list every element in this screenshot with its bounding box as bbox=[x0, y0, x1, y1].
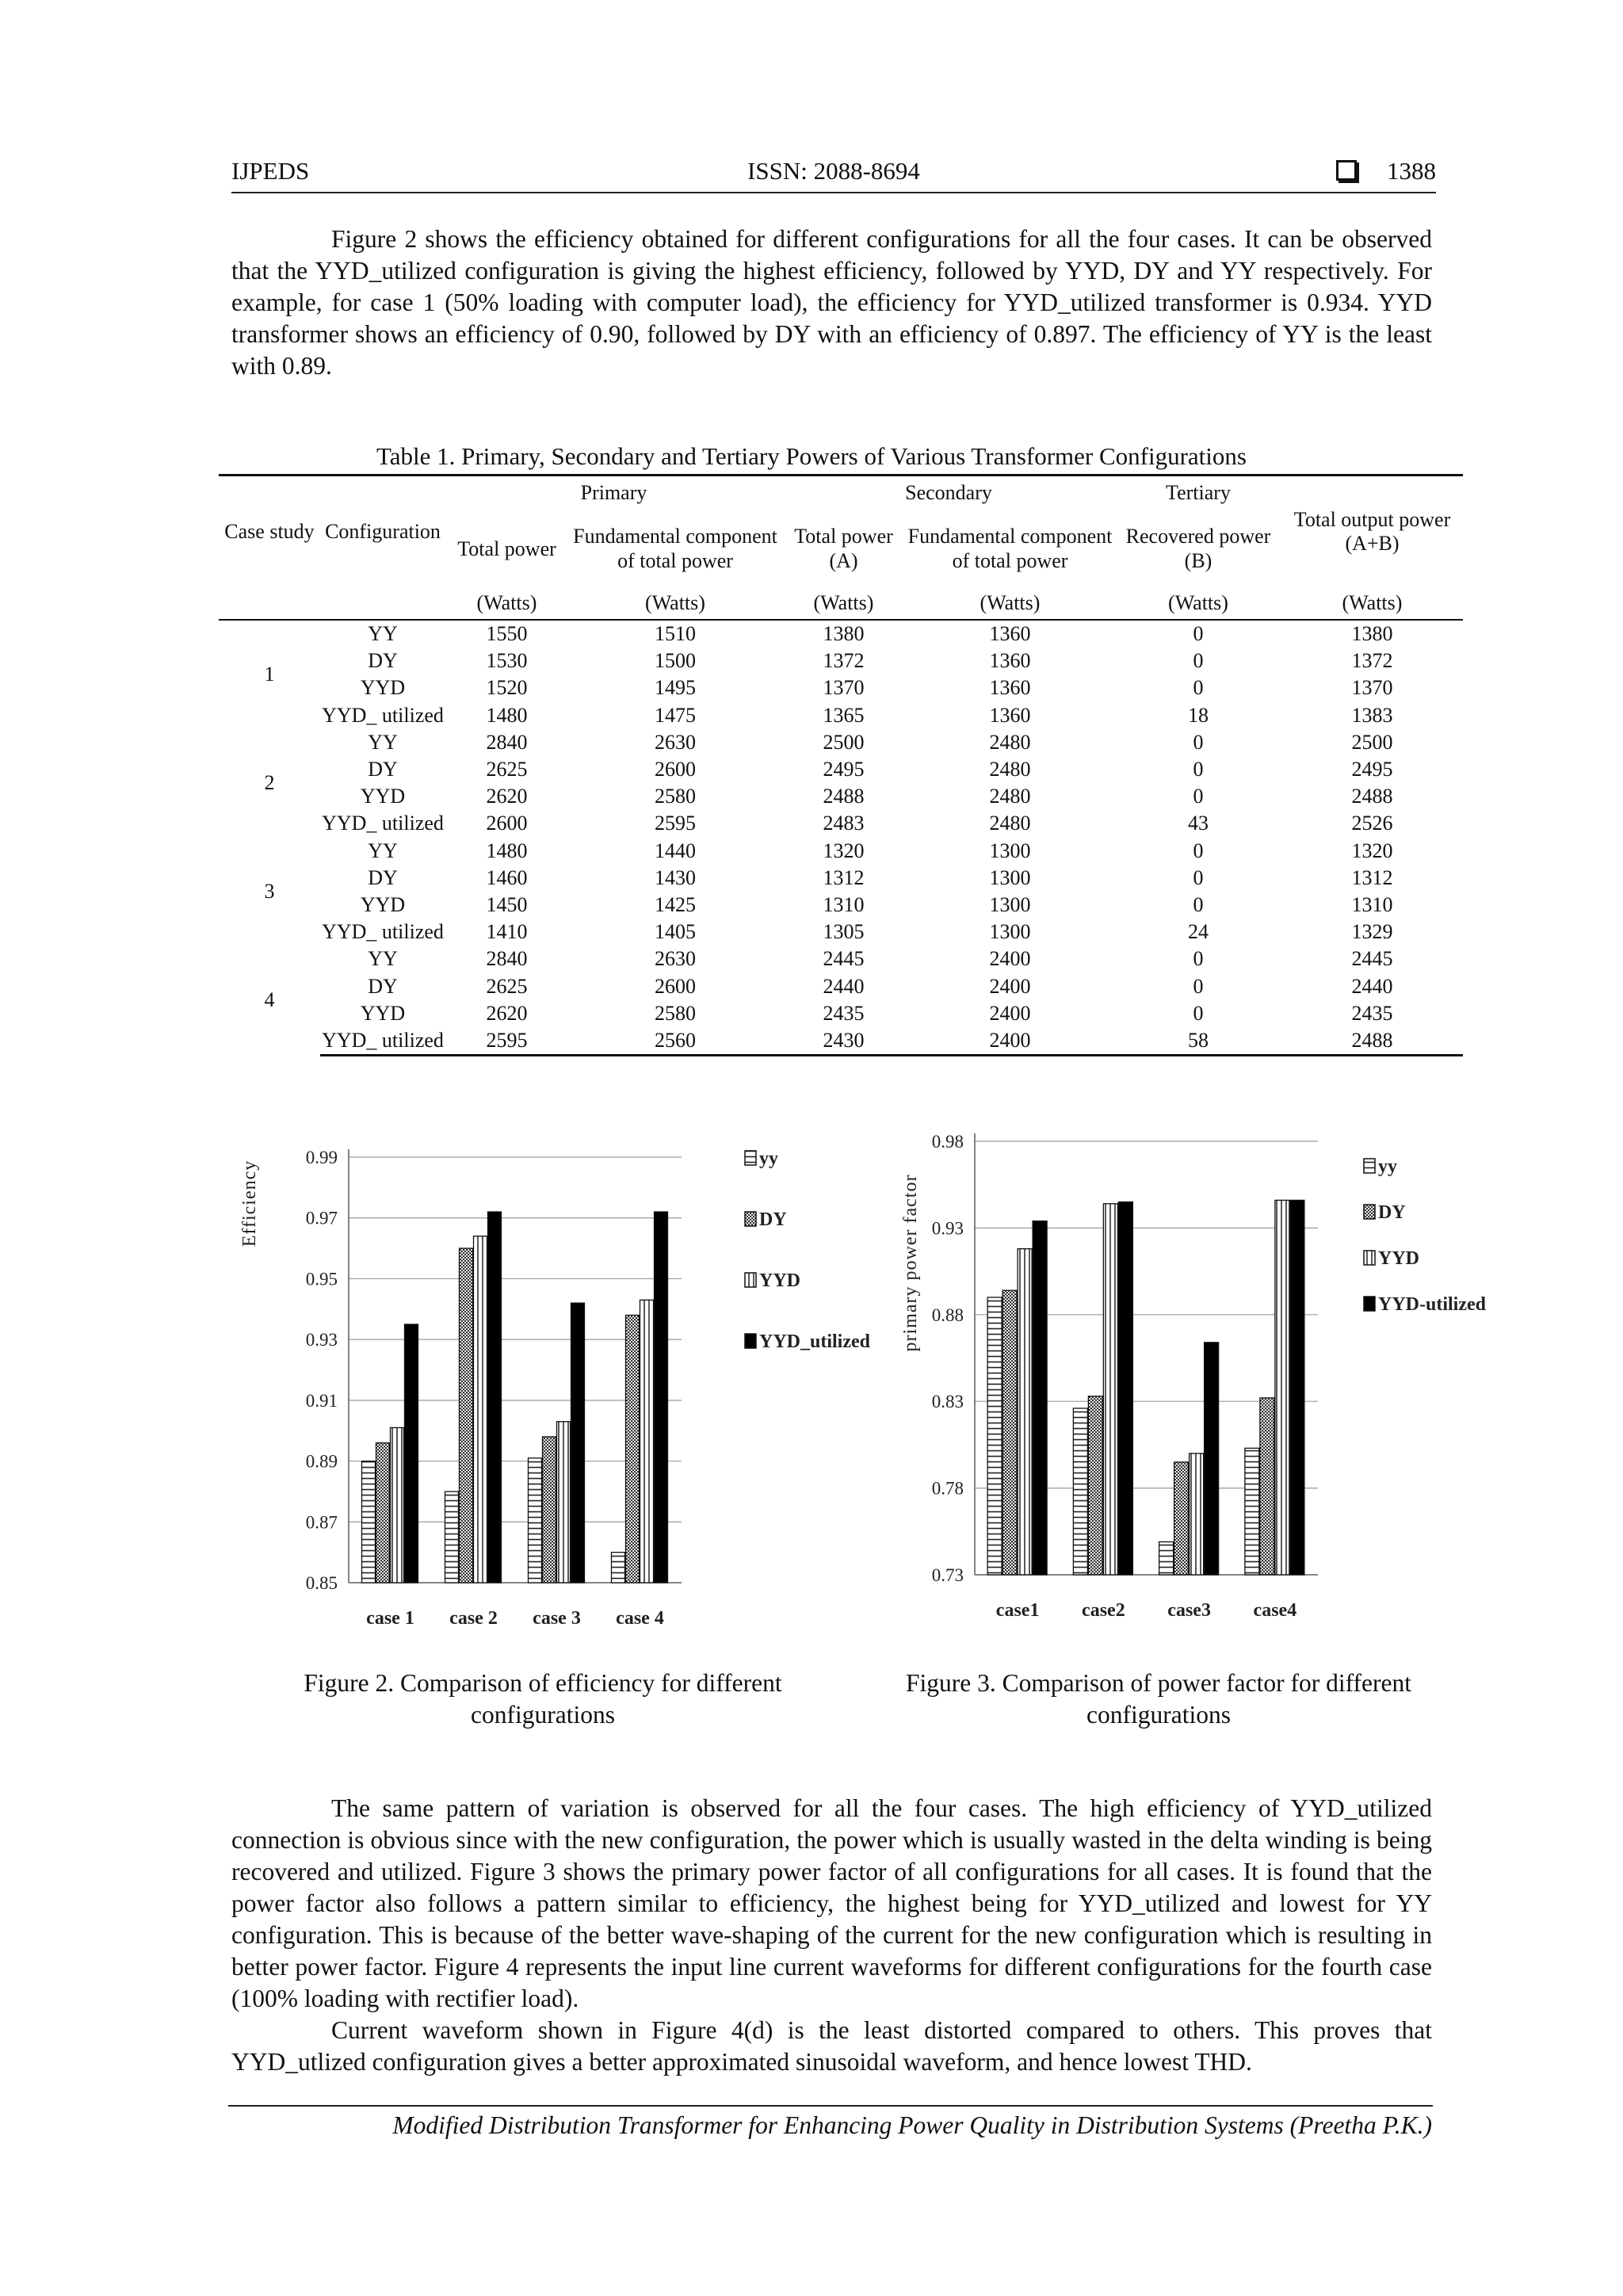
value-cell: 2625 bbox=[486, 974, 528, 998]
value-cell: 0 bbox=[1193, 758, 1204, 781]
bar-yy-case3 bbox=[1159, 1541, 1174, 1575]
configuration-cell: YYD bbox=[360, 1001, 406, 1025]
legend-swatch bbox=[745, 1212, 756, 1226]
value-cell: 43 bbox=[1188, 812, 1209, 835]
table-row bbox=[219, 838, 1463, 865]
bar-yyd-case4 bbox=[1275, 1200, 1289, 1575]
y-tick-label: 0.93 bbox=[305, 1330, 338, 1350]
value-cell: 2483 bbox=[823, 812, 865, 835]
bar-yyd-case3 bbox=[557, 1422, 571, 1583]
value-cell: 1480 bbox=[486, 703, 528, 727]
configuration-cell: YY bbox=[368, 730, 398, 754]
value-cell: 2595 bbox=[445, 1027, 568, 1056]
value-cell: 1480 bbox=[486, 839, 528, 862]
value-cell: 1360 bbox=[989, 676, 1031, 700]
table-row bbox=[219, 919, 1463, 946]
value-cell: 2630 bbox=[655, 730, 696, 754]
value-cell: 1380 bbox=[823, 622, 865, 646]
bar-yyd-case4 bbox=[640, 1300, 654, 1583]
configuration-cell: YY bbox=[368, 947, 398, 971]
value-cell: 1430 bbox=[655, 865, 696, 889]
value-cell: 0 bbox=[1193, 785, 1204, 808]
discussion-paragraph: The same pattern of variation is observed for all the four cases. The high efficiency of YYD_utilized connection is obvious since with the new configuration, the power which is usually wasted in the delta winding is being recovered and utilized. Figure 3 shows the primary power factor of all configurations for all cases. It is found that the power factor also follows a pattern similar to efficiency, the highest being for YYD_utilized and lowest for YY configuration. This is because of the better wave-shaping of the current for the new configuration which is resulting in better power factor. Figure 4 represents the input line current waveforms for different configurations for the fourth case (100% loading with rectifier load). bbox=[231, 1794, 1432, 2012]
bar-yy-case2 bbox=[445, 1492, 459, 1583]
value-cell: 1510 bbox=[655, 622, 696, 646]
unit-cell: (Watts) bbox=[782, 587, 905, 620]
legend-swatch bbox=[745, 1334, 756, 1348]
value-cell: 2488 bbox=[823, 785, 865, 808]
configuration-cell: YYD_ utilized bbox=[322, 812, 444, 835]
legend-swatch bbox=[1364, 1159, 1375, 1173]
value-cell: 2400 bbox=[905, 1027, 1115, 1056]
value-cell: 1405 bbox=[655, 920, 696, 944]
value-cell: 1372 bbox=[823, 649, 865, 673]
value-cell: 2400 bbox=[989, 974, 1031, 998]
value-cell: 1495 bbox=[655, 676, 696, 700]
case-number-cell: 1 bbox=[264, 663, 275, 686]
bar-yyd-utilized-case4 bbox=[1290, 1200, 1304, 1575]
bar-dy-case4 bbox=[626, 1315, 640, 1583]
configuration-cell: YY bbox=[368, 622, 398, 646]
y-tick-label: 0.95 bbox=[305, 1269, 338, 1289]
value-cell: 0 bbox=[1193, 974, 1204, 998]
value-cell: 2488 bbox=[1351, 785, 1393, 808]
bar-yyd-utilized-case2 bbox=[1118, 1202, 1132, 1575]
value-cell: 1372 bbox=[1351, 649, 1393, 673]
value-cell: 2435 bbox=[1351, 1001, 1393, 1025]
configuration-cell: DY bbox=[368, 758, 398, 781]
table-unit-row bbox=[219, 587, 1463, 620]
bar-yy-case1 bbox=[362, 1461, 376, 1583]
x-tick-label: case2 bbox=[1082, 1600, 1125, 1621]
header-primary: Primary bbox=[445, 476, 782, 510]
value-cell: 2600 bbox=[655, 974, 696, 998]
bar-yyd-case2 bbox=[474, 1236, 487, 1583]
configuration-cell: YYD bbox=[360, 892, 406, 916]
value-cell: 1550 bbox=[486, 622, 528, 646]
y-tick-label: 0.93 bbox=[931, 1218, 964, 1239]
value-cell: 1450 bbox=[486, 892, 528, 916]
y-tick-label: 0.85 bbox=[305, 1573, 338, 1593]
header-case-study: Case study bbox=[219, 476, 320, 588]
value-cell: 2445 bbox=[1351, 947, 1393, 971]
bar-yyd-case2 bbox=[1103, 1204, 1117, 1575]
bar-yyd-utilized-case2 bbox=[488, 1212, 502, 1583]
bar-yyd-utilized-case1 bbox=[1033, 1221, 1047, 1575]
y-axis-label: Efficiency bbox=[239, 1159, 260, 1247]
value-cell: 1360 bbox=[989, 622, 1031, 646]
figure-3-caption: Figure 3. Comparison of power factor for different configurations bbox=[906, 1669, 1411, 1729]
bar-dy-case2 bbox=[1088, 1396, 1102, 1575]
configuration-cell: YYD_ utilized bbox=[320, 1027, 445, 1056]
y-tick-label: 0.87 bbox=[305, 1512, 338, 1533]
intro-paragraph: Figure 2 shows the efficiency obtained for different configurations for all the four cases. It can be observed that the YYD_utilized configuration is giving the highest efficiency, followed by YYD, DY and YY respectively. For example, for case 1 (50% loading with computer load), the efficiency for YYD_utilized transformer is 0.934. YYD transformer shows an efficiency of 0.90, followed by DY with an efficiency of 0.897. The efficiency of YY is the least with 0.89. bbox=[231, 225, 1432, 380]
value-cell: 2580 bbox=[655, 785, 696, 808]
bar-dy-case3 bbox=[543, 1437, 556, 1583]
bar-yyd-utilized-case1 bbox=[405, 1324, 418, 1583]
value-cell: 1320 bbox=[823, 839, 865, 862]
x-tick-label: case4 bbox=[1253, 1600, 1297, 1621]
bar-yyd-utilized-case3 bbox=[571, 1303, 585, 1583]
value-cell: 2560 bbox=[568, 1027, 782, 1056]
value-cell: 2595 bbox=[655, 812, 696, 835]
configuration-cell: DY bbox=[368, 649, 398, 673]
y-tick-label: 0.89 bbox=[305, 1451, 338, 1472]
unit-cell: (Watts) bbox=[568, 587, 782, 620]
value-cell: 18 bbox=[1188, 703, 1209, 727]
value-cell: 0 bbox=[1193, 947, 1204, 971]
bar-yyd-utilized-case3 bbox=[1205, 1343, 1219, 1575]
value-cell: 1310 bbox=[823, 892, 865, 916]
y-tick-label: 0.99 bbox=[305, 1148, 338, 1167]
value-cell: 2495 bbox=[823, 758, 865, 781]
value-cell: 2840 bbox=[486, 730, 528, 754]
bar-yy-case3 bbox=[529, 1458, 542, 1583]
value-cell: 1530 bbox=[486, 649, 528, 673]
value-cell: 0 bbox=[1193, 622, 1204, 646]
configuration-cell: YYD bbox=[360, 676, 406, 700]
table-row bbox=[219, 1027, 1463, 1056]
value-cell: 2620 bbox=[486, 1001, 528, 1025]
y-axis-label: primary power factor bbox=[900, 1174, 921, 1352]
value-cell: 1365 bbox=[823, 703, 865, 727]
x-tick-label: case 3 bbox=[533, 1608, 581, 1629]
bar-dy-case1 bbox=[1002, 1290, 1017, 1575]
table-row bbox=[219, 892, 1463, 919]
efficiency-chart bbox=[238, 1110, 889, 1648]
value-cell: 0 bbox=[1193, 865, 1204, 889]
value-cell: 1312 bbox=[1351, 865, 1393, 889]
value-cell: 2430 bbox=[782, 1027, 905, 1056]
table-row bbox=[219, 620, 1463, 648]
table-row bbox=[219, 729, 1463, 756]
value-cell: 1425 bbox=[655, 892, 696, 916]
power-factor-chart bbox=[894, 1110, 1486, 1648]
y-tick-label: 0.83 bbox=[931, 1392, 964, 1412]
unit-cell: (Watts) bbox=[445, 587, 568, 620]
legend-label: DY bbox=[759, 1209, 787, 1230]
conclusion-paragraph: Current waveform shown in Figure 4(d) is the least distorted compared to others. This proves that YYD_utlized configuration gives a better approximated sinusoidal waveform, and hence lowest THD. bbox=[231, 2016, 1432, 2076]
value-cell: 2500 bbox=[823, 730, 865, 754]
legend-label: YYD_utilized bbox=[759, 1331, 870, 1352]
value-cell: 24 bbox=[1188, 920, 1209, 944]
value-cell: 0 bbox=[1193, 730, 1204, 754]
efficiency-chart-svg bbox=[238, 1110, 889, 1648]
y-tick-label: 0.88 bbox=[931, 1305, 964, 1325]
bar-yyd-case1 bbox=[1018, 1249, 1032, 1575]
value-cell: 0 bbox=[1193, 892, 1204, 916]
case-number-cell: 3 bbox=[264, 879, 275, 903]
value-cell: 1300 bbox=[989, 892, 1031, 916]
value-cell: 2440 bbox=[1351, 974, 1393, 998]
value-cell: 0 bbox=[1193, 839, 1204, 862]
legend-swatch bbox=[745, 1151, 756, 1165]
value-cell: 1360 bbox=[989, 649, 1031, 673]
header-configuration: Configuration bbox=[320, 476, 445, 588]
table-row bbox=[219, 865, 1463, 892]
value-cell: 2600 bbox=[655, 758, 696, 781]
value-cell: 1310 bbox=[1351, 892, 1393, 916]
bar-dy-case1 bbox=[376, 1443, 390, 1583]
value-cell: 2500 bbox=[1351, 730, 1393, 754]
header-recovered: Recovered power (B) bbox=[1125, 525, 1271, 572]
header-secondary-fundamental: Fundamental component of total power bbox=[907, 525, 1113, 572]
legend-label: YYD bbox=[759, 1270, 800, 1291]
legend-swatch bbox=[745, 1273, 756, 1287]
value-cell: 2630 bbox=[655, 947, 696, 971]
footer-rule bbox=[228, 2105, 1433, 2107]
configuration-cell: DY bbox=[368, 974, 398, 998]
configuration-cell: YYD_ utilized bbox=[322, 703, 444, 727]
value-cell: 2620 bbox=[486, 785, 528, 808]
y-tick-label: 0.73 bbox=[931, 1565, 964, 1585]
square-bullet-icon bbox=[1336, 160, 1357, 181]
value-cell: 2625 bbox=[486, 758, 528, 781]
table-group-header-row bbox=[219, 476, 1463, 510]
header-primary-total: Total power bbox=[457, 537, 556, 560]
value-cell: 1410 bbox=[486, 920, 528, 944]
value-cell: 2488 bbox=[1281, 1027, 1463, 1056]
value-cell: 2495 bbox=[1351, 758, 1393, 781]
page-footer: Modified Distribution Transformer for Enhancing Power Quality in Distribution Systems (Preetha P.K.) bbox=[392, 2111, 1432, 2139]
bar-dy-case2 bbox=[460, 1248, 473, 1583]
value-cell: 0 bbox=[1193, 1001, 1204, 1025]
x-tick-label: case 1 bbox=[366, 1608, 414, 1629]
value-cell: 1305 bbox=[823, 920, 865, 944]
legend-label: DY bbox=[1378, 1202, 1406, 1223]
table-row bbox=[219, 810, 1463, 837]
value-cell: 2580 bbox=[655, 1001, 696, 1025]
table-body bbox=[219, 620, 1463, 1056]
value-cell: 2480 bbox=[989, 758, 1031, 781]
configuration-cell: DY bbox=[368, 865, 398, 889]
value-cell: 1300 bbox=[989, 920, 1031, 944]
header-primary-fundamental: Fundamental component of total power bbox=[573, 525, 777, 572]
bar-yy-case2 bbox=[1073, 1408, 1087, 1575]
value-cell: 1520 bbox=[486, 676, 528, 700]
value-cell: 1312 bbox=[823, 865, 865, 889]
value-cell: 2400 bbox=[989, 1001, 1031, 1025]
value-cell: 1475 bbox=[655, 703, 696, 727]
value-cell: 0 bbox=[1193, 676, 1204, 700]
header-total-output: Total output power (A+B) bbox=[1281, 476, 1463, 588]
value-cell: 1460 bbox=[486, 865, 528, 889]
value-cell: 2480 bbox=[989, 812, 1031, 835]
x-tick-label: case3 bbox=[1167, 1600, 1211, 1621]
y-tick-label: 0.91 bbox=[305, 1390, 338, 1411]
value-cell: 2400 bbox=[989, 947, 1031, 971]
y-tick-label: 0.78 bbox=[931, 1478, 964, 1499]
value-cell: 1383 bbox=[1351, 703, 1393, 727]
legend-label: yy bbox=[759, 1148, 778, 1169]
journal-name: IJPEDS bbox=[231, 157, 310, 185]
header-secondary: Secondary bbox=[782, 476, 1115, 510]
page-number: 1388 bbox=[1387, 157, 1436, 185]
x-tick-label: case 2 bbox=[449, 1608, 498, 1629]
bar-yyd-case1 bbox=[391, 1427, 404, 1583]
value-cell: 2440 bbox=[823, 974, 865, 998]
value-cell: 1360 bbox=[989, 703, 1031, 727]
value-cell: 1370 bbox=[1351, 676, 1393, 700]
bar-dy-case3 bbox=[1174, 1462, 1189, 1575]
page-number-block bbox=[1336, 157, 1436, 185]
legend-label: yy bbox=[1378, 1156, 1397, 1177]
x-tick-label: case1 bbox=[995, 1600, 1040, 1621]
unit-cell: (Watts) bbox=[1281, 587, 1463, 620]
value-cell: 2480 bbox=[989, 730, 1031, 754]
bar-yy-case4 bbox=[1245, 1448, 1259, 1575]
configuration-cell: YYD_ utilized bbox=[322, 920, 444, 944]
value-cell: 1440 bbox=[655, 839, 696, 862]
value-cell: 1329 bbox=[1351, 920, 1393, 944]
table-row bbox=[219, 783, 1463, 810]
power-table bbox=[219, 474, 1463, 1056]
value-cell: 1370 bbox=[823, 676, 865, 700]
bar-dy-case4 bbox=[1260, 1398, 1274, 1575]
table-caption: Table 1. Primary, Secondary and Tertiary Powers of Various Transformer Configurations bbox=[376, 442, 1247, 470]
legend-swatch bbox=[1364, 1205, 1375, 1219]
header-tertiary: Tertiary bbox=[1115, 476, 1281, 510]
value-cell: 1380 bbox=[1351, 622, 1393, 646]
table-row bbox=[219, 702, 1463, 729]
value-cell: 2480 bbox=[989, 785, 1031, 808]
bar-yyd-utilized-case4 bbox=[655, 1212, 668, 1583]
bar-yy-case4 bbox=[612, 1553, 625, 1583]
legend-swatch bbox=[1364, 1297, 1375, 1311]
unit-cell: (Watts) bbox=[905, 587, 1115, 620]
configuration-cell: YYD bbox=[360, 785, 406, 808]
case-number-cell: 2 bbox=[264, 771, 275, 795]
value-cell: 2840 bbox=[486, 947, 528, 971]
case-number-cell: 4 bbox=[264, 988, 275, 1012]
legend-label: YYD bbox=[1378, 1248, 1419, 1269]
table-row bbox=[219, 674, 1463, 701]
table-row bbox=[219, 756, 1463, 783]
value-cell: 1320 bbox=[1351, 839, 1393, 862]
table-row bbox=[219, 946, 1463, 972]
page-header bbox=[231, 154, 1436, 193]
figure-2-caption: Figure 2. Comparison of efficiency for different configurations bbox=[304, 1669, 782, 1729]
legend-label: YYD-utilized bbox=[1378, 1294, 1486, 1315]
value-cell: 58 bbox=[1115, 1027, 1281, 1056]
legend-swatch bbox=[1364, 1251, 1375, 1265]
value-cell: 2600 bbox=[486, 812, 528, 835]
table-row bbox=[219, 648, 1463, 674]
bar-yy-case1 bbox=[987, 1297, 1002, 1575]
issn: ISSN: 2088-8694 bbox=[747, 157, 920, 185]
value-cell: 1300 bbox=[989, 865, 1031, 889]
value-cell: 2435 bbox=[823, 1001, 865, 1025]
value-cell: 2526 bbox=[1351, 812, 1393, 835]
power-factor-chart-svg bbox=[894, 1110, 1486, 1648]
bar-yyd-case3 bbox=[1190, 1454, 1204, 1575]
configuration-cell: YY bbox=[368, 839, 398, 862]
value-cell: 2445 bbox=[823, 947, 865, 971]
value-cell: 0 bbox=[1193, 649, 1204, 673]
value-cell: 1500 bbox=[655, 649, 696, 673]
header-secondary-total: Total power (A) bbox=[794, 525, 893, 572]
table-row bbox=[219, 1000, 1463, 1027]
table-row bbox=[219, 972, 1463, 999]
value-cell: 1300 bbox=[989, 839, 1031, 862]
x-tick-label: case 4 bbox=[616, 1608, 664, 1629]
y-tick-label: 0.97 bbox=[305, 1208, 338, 1228]
y-tick-label: 0.98 bbox=[931, 1132, 964, 1152]
unit-cell: (Watts) bbox=[1115, 587, 1281, 620]
